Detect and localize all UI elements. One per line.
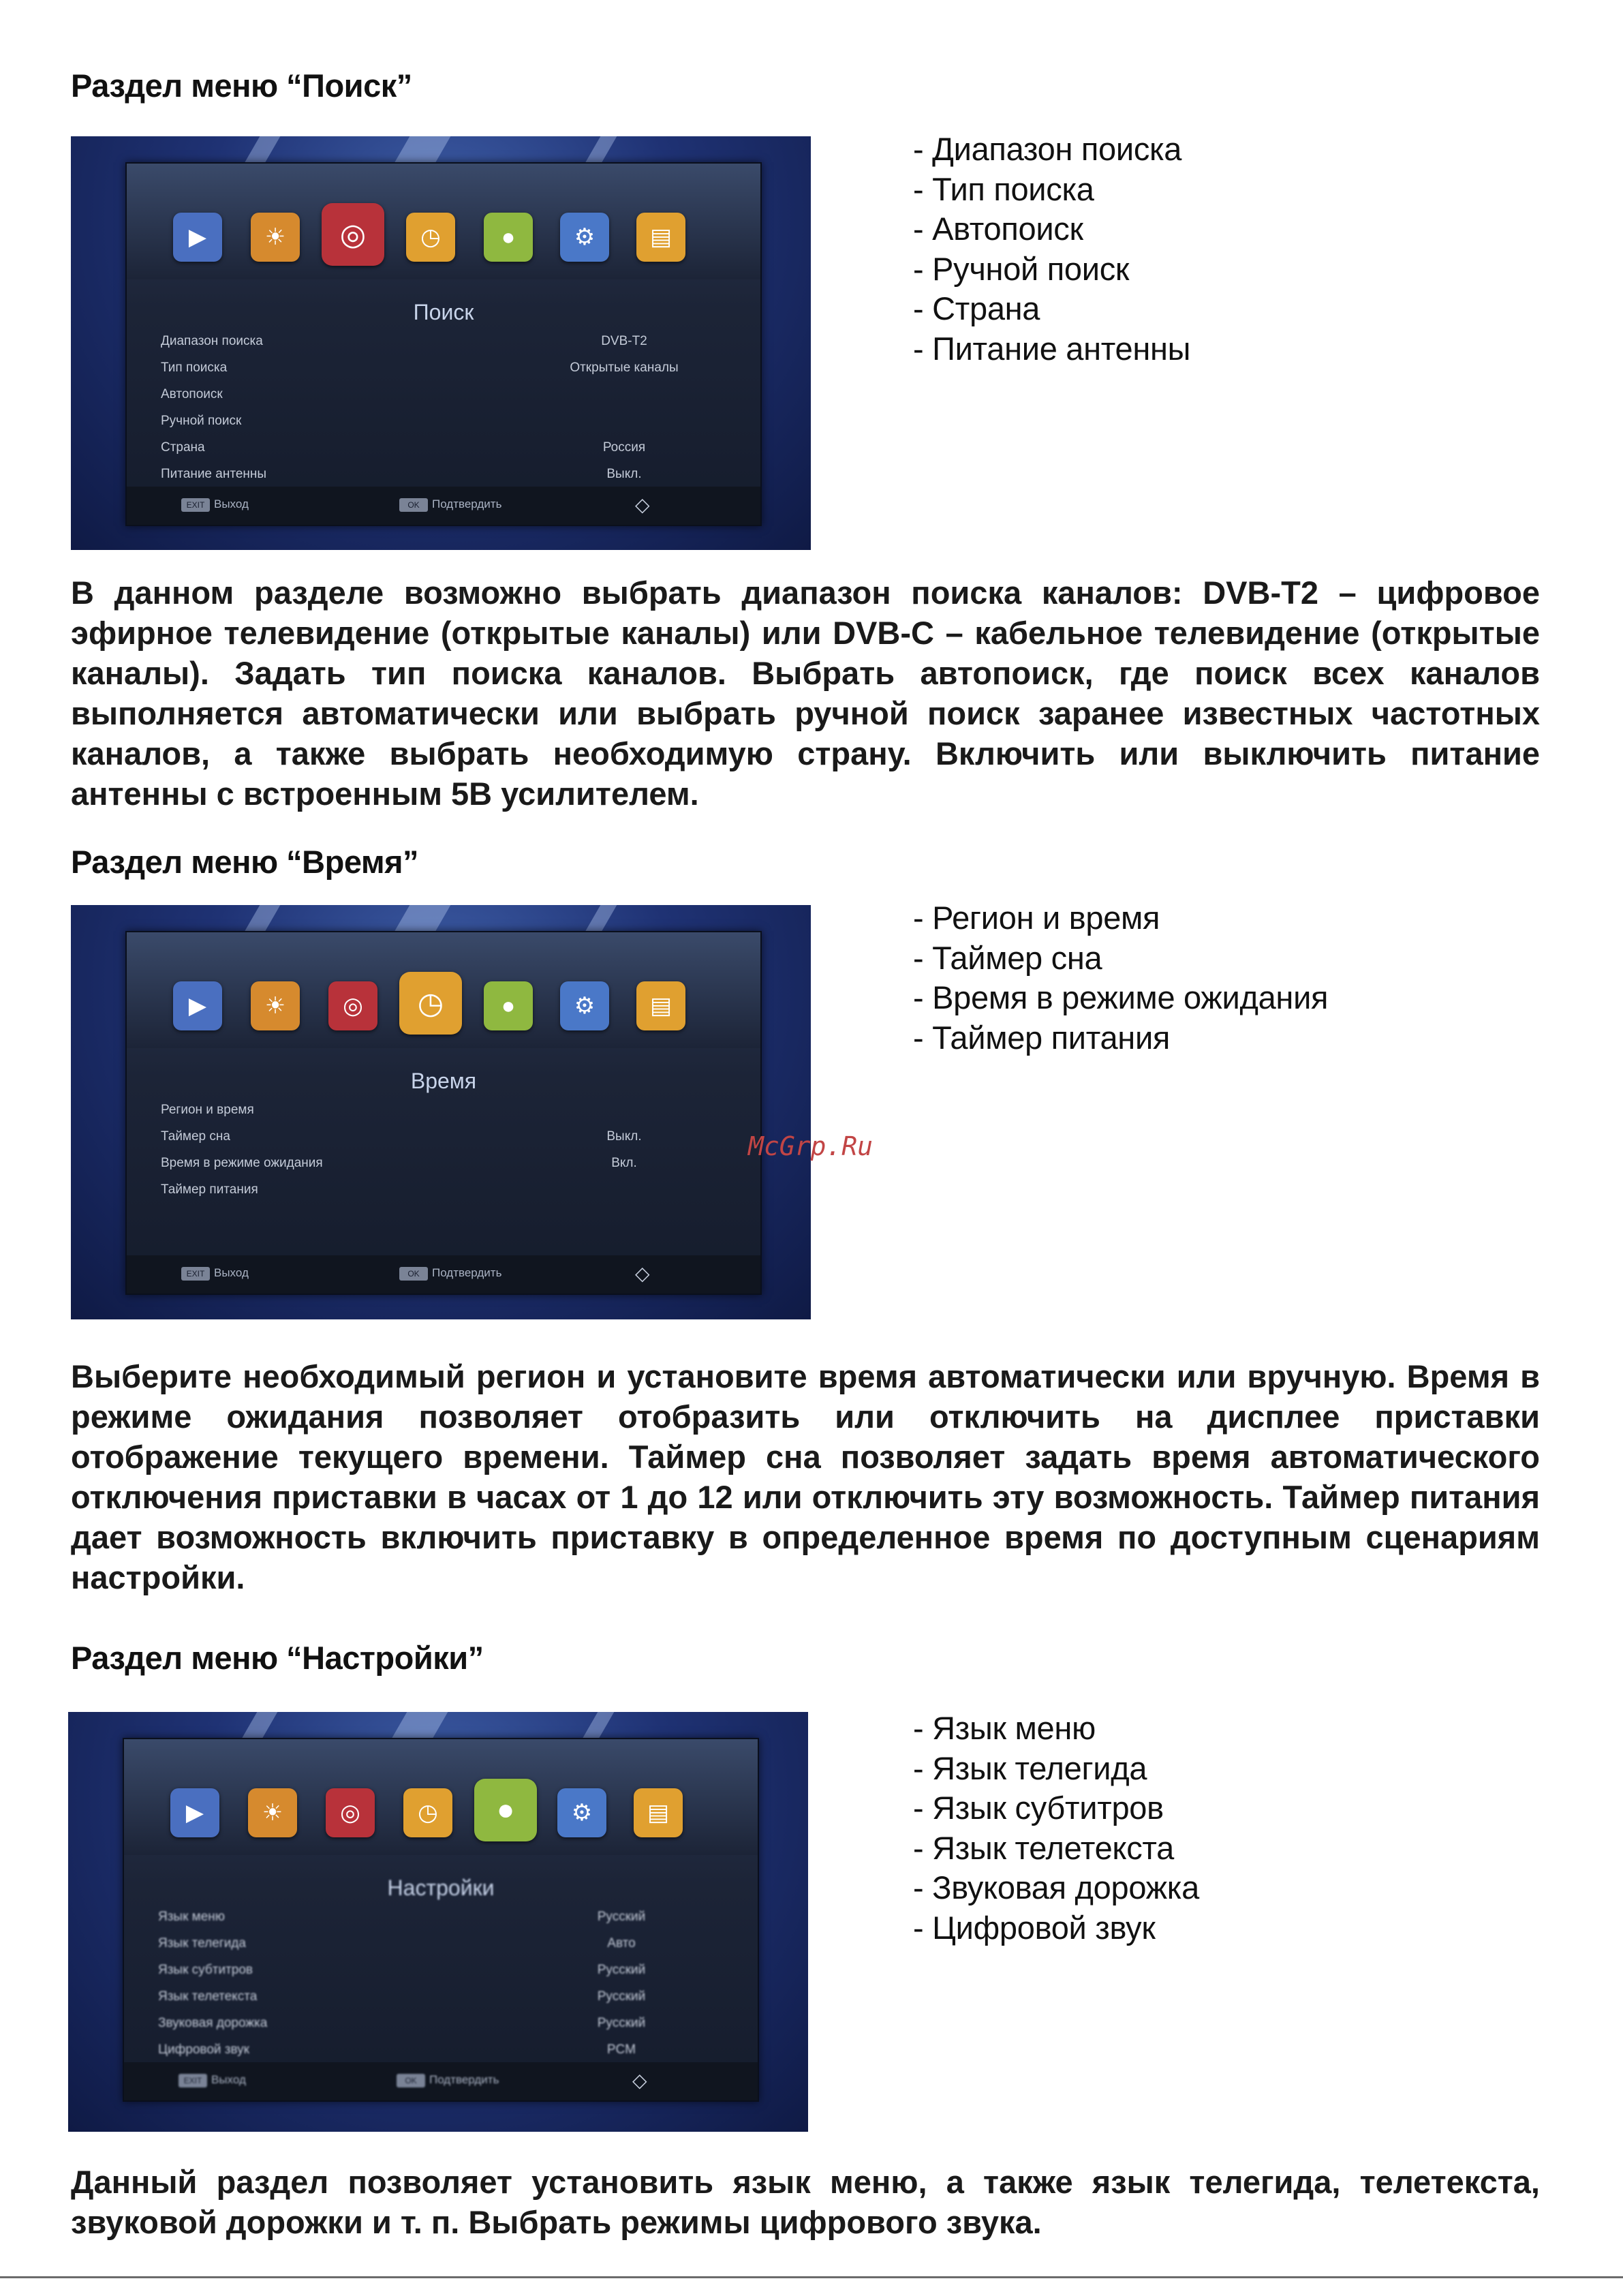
menu-footer — [127, 487, 760, 525]
section-heading-search: Раздел меню “Поиск” — [71, 67, 412, 104]
menu-row: Язык субтитров Русский — [158, 1963, 646, 1977]
settings-bowl-icon: ● — [484, 981, 533, 1030]
bullet-list-time — [913, 898, 1328, 1058]
menu-row: Питание антенны Выкл. — [161, 467, 642, 481]
media-icon: ▶ — [170, 1788, 219, 1837]
media-icon: ▶ — [173, 981, 222, 1030]
usb-icon: ▤ — [634, 1788, 683, 1837]
list-item: - Звуковая дорожка — [913, 1869, 1199, 1905]
picture-icon: ☀ — [248, 1788, 297, 1837]
section-heading-settings: Раздел меню “Настройки” — [71, 1640, 484, 1676]
media-icon: ▶ — [173, 213, 222, 262]
menu-panel — [125, 931, 762, 1295]
menu-footer — [127, 1255, 760, 1294]
menu-row: Ручной поиск — [161, 414, 242, 428]
section-heading-time: Раздел меню “Время” — [71, 844, 419, 880]
menu-row: Автопоиск — [161, 387, 223, 401]
list-item: - Время в режиме ожидания — [913, 979, 1329, 1015]
menu-icon-bar — [127, 164, 760, 279]
settings-bowl-icon: ● — [474, 1779, 537, 1841]
menu-title: Поиск — [413, 300, 474, 324]
search-globe-icon: ◎ — [322, 203, 384, 266]
picture-icon: ☀ — [251, 213, 300, 262]
bullet-list-search — [913, 129, 1190, 369]
menu-row: Язык телетекста Русский — [158, 1989, 646, 2004]
menu-title: Настройки — [387, 1876, 495, 1900]
usb-icon: ▤ — [636, 981, 685, 1030]
clock-icon: ◷ — [399, 972, 462, 1035]
picture-icon: ☀ — [251, 981, 300, 1030]
menu-footer — [124, 2062, 758, 2100]
navigate-icon: ◇ — [635, 494, 650, 515]
usb-icon: ▤ — [636, 213, 685, 262]
list-item: - Страна — [913, 290, 1040, 326]
exit-hint: EXIT Выход — [181, 1266, 249, 1281]
paragraph-search: В данном разделе возможно выбрать диапазон поиска каналов: DVB-T2 – цифровое эфирное телевидение (открытые каналы) или DVB-C – кабельное телевидение (открытые каналы). Задать тип поиска каналов. Выбрать автопоиск, где поиск всех каналов выполняется автоматически или выбрать ручной поиск заранее известных частотных каналов, а также выбрать необходимую страну. Включить или выключить питание антенны с встроенным 5В усилителем. — [71, 575, 1540, 812]
menu-panel — [123, 1738, 759, 2102]
ok-hint: OK Подтвердить — [399, 1266, 501, 1281]
navigate-icon: ◇ — [635, 1263, 650, 1284]
menu-title: Время — [410, 1069, 477, 1093]
list-item: - Язык субтитров — [913, 1790, 1164, 1826]
menu-row: Тип поиска Открытые каналы — [161, 361, 679, 375]
list-item: - Язык телетекста — [913, 1829, 1174, 1866]
settings-bowl-icon: ● — [484, 213, 533, 262]
list-item: - Таймер сна — [913, 939, 1102, 976]
navigate-icon: ◇ — [632, 2070, 647, 2091]
list-item: - Цифровой звук — [913, 1909, 1156, 1946]
search-globe-icon: ◎ — [328, 981, 377, 1030]
ok-hint: OK Подтвердить — [399, 498, 501, 512]
paragraph-time: Выберите необходимый регион и установите время автоматически или вручную. Время в режиме ожидания позволяет отобразить или отключить на дисплее приставки отображение текущего времени. Таймер сна позволяет задать время автоматического отключения приставки в часах от 1 до 12 или отключить эту возможность. Таймер питания дает возможность включить приставку в определенное время по доступным сценариям настройки. — [71, 1358, 1540, 1595]
tv-screenshot-search — [71, 136, 811, 550]
bullet-list-settings — [913, 1709, 1199, 1948]
menu-icon-bar — [124, 1739, 758, 1855]
search-globe-icon: ◎ — [326, 1788, 375, 1837]
clock-icon: ◷ — [403, 1788, 452, 1837]
menu-row: Язык телегида Авто — [158, 1936, 636, 1950]
menu-row: Язык меню Русский — [158, 1910, 646, 1924]
page-bottom-divider — [0, 2276, 1623, 2278]
list-item: - Ручной поиск — [913, 250, 1130, 287]
menu-panel — [125, 162, 762, 526]
menu-icon-bar — [127, 932, 760, 1048]
list-item: - Питание антенны — [913, 330, 1191, 367]
tv-screenshot-time — [71, 905, 811, 1319]
menu-row: Регион и время — [161, 1103, 254, 1117]
list-item: - Язык меню — [913, 1710, 1096, 1746]
exit-hint: EXIT Выход — [181, 498, 249, 512]
list-item: - Автопоиск — [913, 211, 1083, 247]
menu-row: Диапазон поиска DVB-T2 — [161, 334, 647, 348]
watermark: McGrp.Ru — [748, 1131, 874, 1161]
list-item: - Таймер питания — [913, 1019, 1171, 1056]
paragraph-settings: Данный раздел позволяет установить язык меню, а также язык телегида, телетекста, звуковой дорожки и т. п. Выбрать режимы цифрового звука. — [71, 2164, 1540, 2240]
tv-screenshot-settings — [68, 1712, 808, 2132]
menu-row: Таймер сна Выкл. — [161, 1129, 642, 1144]
menu-row: Страна Россия — [161, 440, 646, 455]
list-item: - Язык телегида — [913, 1749, 1147, 1786]
exit-hint: EXIT Выход — [179, 2073, 246, 2088]
system-icon: ⚙ — [560, 981, 609, 1030]
menu-row: Цифровой звук PCM — [158, 2042, 636, 2057]
system-icon: ⚙ — [560, 213, 609, 262]
menu-row: Время в режиме ожидания Вкл. — [161, 1156, 637, 1170]
list-item: - Регион и время — [913, 900, 1160, 936]
list-item: - Тип поиска — [913, 170, 1094, 207]
list-item: - Диапазон поиска — [913, 131, 1182, 167]
menu-row: Таймер питания — [161, 1182, 258, 1197]
ok-hint: OK Подтвердить — [397, 2073, 499, 2088]
clock-icon: ◷ — [406, 213, 455, 262]
system-icon: ⚙ — [557, 1788, 606, 1837]
menu-row: Звуковая дорожка Русский — [158, 2016, 646, 2030]
